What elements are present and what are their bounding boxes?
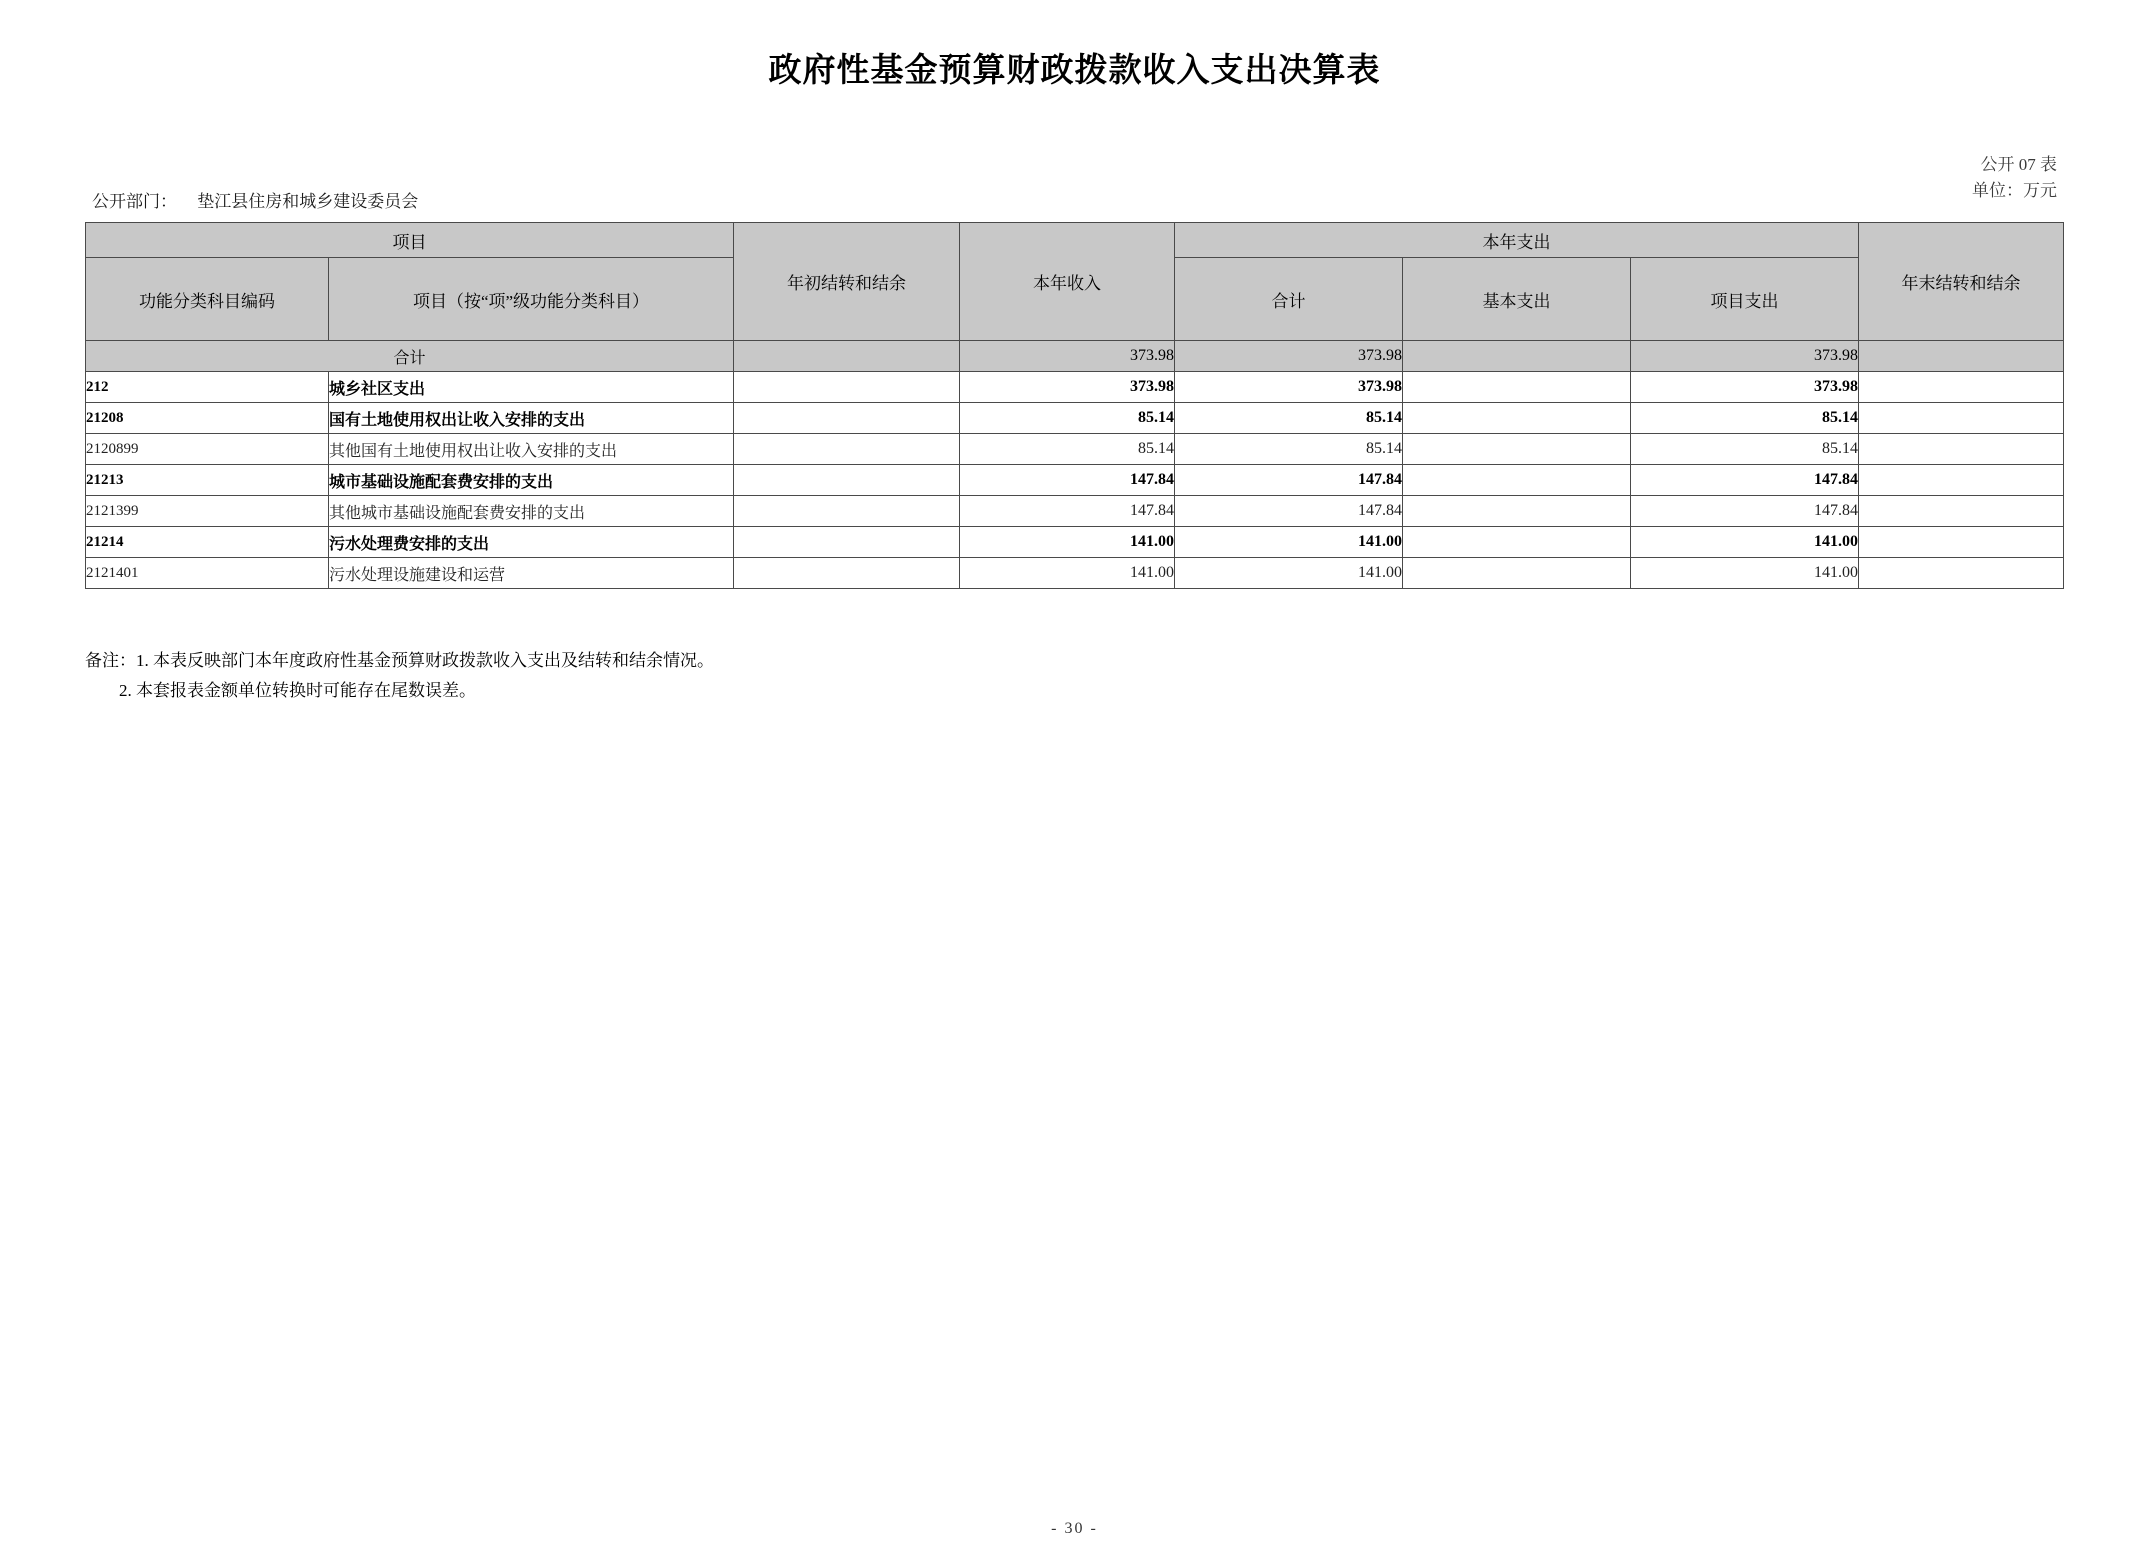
row-income: 373.98 xyxy=(960,372,1175,403)
total-label: 合计 xyxy=(86,341,734,372)
header-expense-total: 合计 xyxy=(1175,258,1403,341)
row-end-balance xyxy=(1859,403,2064,434)
table-row xyxy=(86,372,2064,403)
row-basic-expense xyxy=(1403,527,1631,558)
row-code: 21208 xyxy=(86,403,329,434)
row-project-expense: 85.14 xyxy=(1631,434,1859,465)
note-line-2: 2. 本套报表金额单位转换时可能存在尾数误差。 xyxy=(119,681,476,700)
row-end-balance xyxy=(1859,558,2064,589)
row-begin-balance xyxy=(734,372,960,403)
header-item: 项目（按“项”级功能分类科目） xyxy=(329,258,734,341)
row-income: 147.84 xyxy=(960,496,1175,527)
row-expense-total: 85.14 xyxy=(1175,434,1403,465)
document-page xyxy=(0,44,2149,1564)
note-line-1: 备注：1. 本表反映部门本年度政府性基金预算财政拨款收入支出及结转和结余情况。 xyxy=(85,651,714,670)
header-begin-balance: 年初结转和结余 xyxy=(734,223,960,341)
row-code: 2120899 xyxy=(86,434,329,465)
total-income: 373.98 xyxy=(960,341,1175,372)
row-begin-balance xyxy=(734,496,960,527)
row-basic-expense xyxy=(1403,558,1631,589)
page-number: - 30 - xyxy=(1051,1520,1098,1537)
row-project-expense: 85.14 xyxy=(1631,403,1859,434)
financial-table xyxy=(85,222,2064,589)
header-end-balance: 年末结转和结余 xyxy=(1859,223,2064,341)
form-meta xyxy=(1972,152,2057,204)
row-item: 污水处理设施建设和运营 xyxy=(329,558,734,589)
table-body xyxy=(86,341,2064,589)
row-begin-balance xyxy=(734,558,960,589)
row-expense-total: 147.84 xyxy=(1175,496,1403,527)
row-project-expense: 373.98 xyxy=(1631,372,1859,403)
row-item: 其他国有土地使用权出让收入安排的支出 xyxy=(329,434,734,465)
row-project-expense: 147.84 xyxy=(1631,465,1859,496)
row-project-expense: 141.00 xyxy=(1631,527,1859,558)
financial-table-wrapper xyxy=(85,222,2063,589)
table-row xyxy=(86,558,2064,589)
table-row xyxy=(86,465,2064,496)
department-name: 垫江县住房和城乡建设委员会 xyxy=(197,192,419,211)
row-item: 城市基础设施配套费安排的支出 xyxy=(329,465,734,496)
row-item: 污水处理费安排的支出 xyxy=(329,527,734,558)
row-income: 141.00 xyxy=(960,527,1175,558)
row-code: 212 xyxy=(86,372,329,403)
row-end-balance xyxy=(1859,372,2064,403)
row-end-balance xyxy=(1859,527,2064,558)
row-income: 147.84 xyxy=(960,465,1175,496)
row-begin-balance xyxy=(734,403,960,434)
header-group-expense: 本年支出 xyxy=(1175,223,1859,258)
row-end-balance xyxy=(1859,496,2064,527)
header-project-expense: 项目支出 xyxy=(1631,258,1859,341)
total-project-expense: 373.98 xyxy=(1631,341,1859,372)
table-row xyxy=(86,434,2064,465)
total-end-balance xyxy=(1859,341,2064,372)
row-code: 2121399 xyxy=(86,496,329,527)
row-item: 国有土地使用权出让收入安排的支出 xyxy=(329,403,734,434)
row-code: 2121401 xyxy=(86,558,329,589)
row-basic-expense xyxy=(1403,496,1631,527)
table-row xyxy=(86,496,2064,527)
row-end-balance xyxy=(1859,465,2064,496)
header-group-item: 项目 xyxy=(86,223,734,258)
table-notes xyxy=(85,646,714,706)
unit-note: 单位：万元 xyxy=(1972,181,2057,200)
table-row-total xyxy=(86,341,2064,372)
row-item: 城乡社区支出 xyxy=(329,372,734,403)
row-basic-expense xyxy=(1403,465,1631,496)
row-income: 85.14 xyxy=(960,434,1175,465)
row-begin-balance xyxy=(734,527,960,558)
row-income: 141.00 xyxy=(960,558,1175,589)
table-row xyxy=(86,527,2064,558)
row-begin-balance xyxy=(734,465,960,496)
department-line xyxy=(92,187,418,212)
page-title: 政府性基金预算财政拨款收入支出决算表 xyxy=(768,50,1381,89)
row-income: 85.14 xyxy=(960,403,1175,434)
row-basic-expense xyxy=(1403,434,1631,465)
header-basic-expense: 基本支出 xyxy=(1403,258,1631,341)
row-expense-total: 147.84 xyxy=(1175,465,1403,496)
row-basic-expense xyxy=(1403,403,1631,434)
row-end-balance xyxy=(1859,434,2064,465)
row-code: 21213 xyxy=(86,465,329,496)
row-project-expense: 147.84 xyxy=(1631,496,1859,527)
row-expense-total: 373.98 xyxy=(1175,372,1403,403)
total-basic-expense xyxy=(1403,341,1631,372)
total-expense-total: 373.98 xyxy=(1175,341,1403,372)
header-code: 功能分类科目编码 xyxy=(86,258,329,341)
row-project-expense: 141.00 xyxy=(1631,558,1859,589)
row-begin-balance xyxy=(734,434,960,465)
row-expense-total: 141.00 xyxy=(1175,527,1403,558)
row-code: 21214 xyxy=(86,527,329,558)
total-begin-balance xyxy=(734,341,960,372)
row-item: 其他城市基础设施配套费安排的支出 xyxy=(329,496,734,527)
row-expense-total: 85.14 xyxy=(1175,403,1403,434)
department-label: 公开部门： xyxy=(92,192,177,211)
form-number: 公开 07 表 xyxy=(1980,155,2057,174)
table-row xyxy=(86,403,2064,434)
row-expense-total: 141.00 xyxy=(1175,558,1403,589)
row-basic-expense xyxy=(1403,372,1631,403)
header-income: 本年收入 xyxy=(960,223,1175,341)
table-header xyxy=(86,223,2064,341)
